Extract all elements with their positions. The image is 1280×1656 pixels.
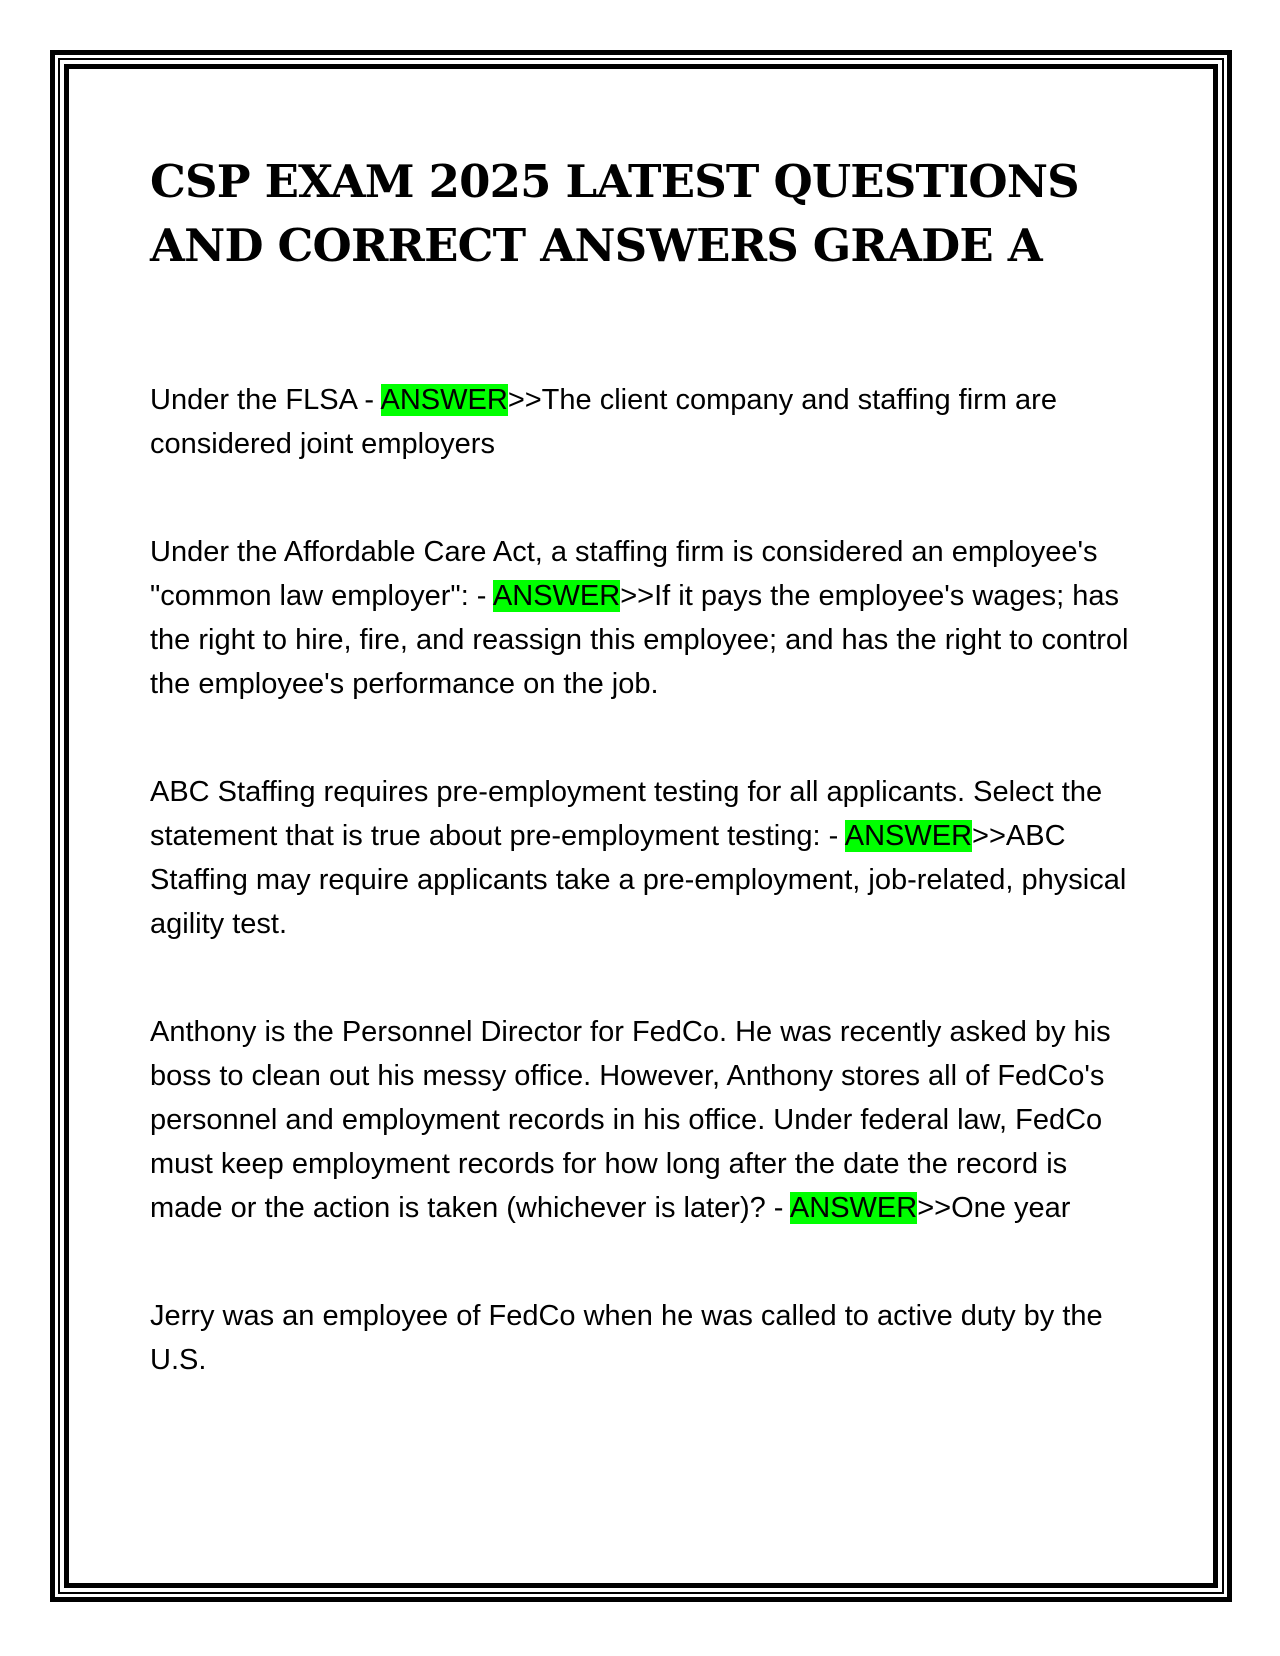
qa-item xyxy=(150,378,1140,466)
answer-highlight: ANSWER xyxy=(380,384,508,416)
answer-text: >>If it pays the employee's wages; has the right to hire, fire, and reassign this employee; and has the right to control the employee's performance on the job. xyxy=(150,580,1129,700)
answer-text: >>ABC Staffing may require applicants take a pre-employment, job-related, physical agility test. xyxy=(150,820,1127,940)
answer-highlight: ANSWER xyxy=(789,1192,918,1224)
document-body xyxy=(150,150,1140,1446)
qa-item xyxy=(150,770,1140,946)
answer-text: >>One year xyxy=(917,1192,1071,1224)
document-title: CSP EXAM 2025 LATEST QUESTIONS AND CORRECT ANSWERS GRADE A xyxy=(150,155,1079,272)
question-text: Under the FLSA - xyxy=(150,384,381,416)
qa-item xyxy=(150,530,1140,706)
question-text: Under the Affordable Care Act, a staffing firm is considered an employee's "common law employer": - xyxy=(150,536,1098,612)
answer-highlight: ANSWER xyxy=(492,580,621,612)
qa-list xyxy=(150,378,1140,1382)
question-text: Anthony is the Personnel Director for FedCo. He was recently asked by his boss to clean out his messy office. However, Anthony stores all of FedCo's personnel and employment records in his office. Under federal law, FedCo must keep employment records for how long after the date the record is made or the action is taken (whichever is later)? - xyxy=(150,1016,1111,1224)
question-text: ABC Staffing requires pre-employment testing for all applicants. Select the statement that is true about pre-employment testing: - xyxy=(150,776,1103,852)
trailing-paragraph: Jerry was an employee of FedCo when he was called to active duty by the U.S. xyxy=(150,1300,1103,1376)
qa-item xyxy=(150,1010,1140,1230)
answer-highlight: ANSWER xyxy=(844,820,973,852)
answer-text: >>The client company and staffing firm are considered joint employers xyxy=(150,384,1057,460)
